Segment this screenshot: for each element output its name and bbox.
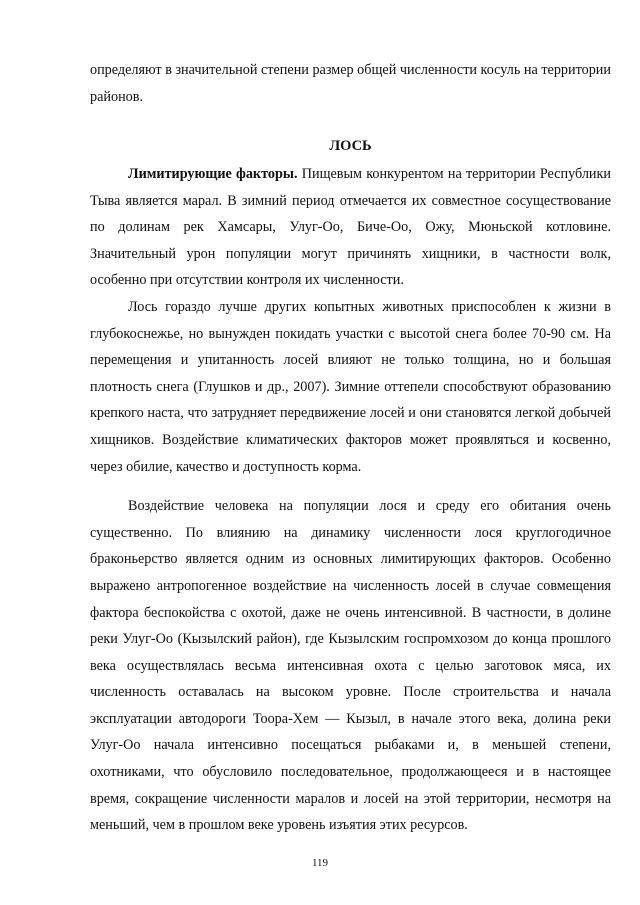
paragraph-text: Пищевым конкурентом на территории Республики Тыва является марал. В зимний период отмечается их совместное сосуществование по долинам рек Хамсары, Улуг-Оо, Биче-Оо, Ожу, Мюньской котловине. Значительный урон популяции могут причинять хищники, в частности волк, особенно при отсутствии контроля их численности. bbox=[90, 166, 612, 289]
paragraph-limiting-factors bbox=[90, 161, 611, 294]
paragraph-human-impact: Воздействие человека на популяции лося и среду его обитания очень существенно. По влиянию на динамику численности лося круглогодичное браконьерство является одним из основных лимитирующих факторов. Особенно выражено антропогенное воздействие на численность лосей в случае совмещения фактора беспокойства с охотой, даже не очень интенсивной. В частности, в долине реки Улуг-Оо (Кызылский район), где Кызылским госпромхозом до конца прошлого века осуществлялась весьма интенсивная охота с целью заготовок мяса, их численность оставалась на высоком уровне. После строительства и начала эксплуатации автодороги Тоора-Хем — Кызыл, в начале этого века, долина реки Улуг-Оо начала интенсивно посещаться рыбаками и, в меньшей степени, охотниками, что обусловило последовательное, продолжающееся и в настоящее время, сокращение численности маралов и лосей на этой территории, несмотря на меньший, чем в прошлом веке уровень изъятия этих ресурсов. bbox=[90, 498, 611, 834]
paragraph-lead-heading: Лимитирующие факторы. bbox=[128, 166, 298, 182]
intro-paragraph: определяют в значительной степени размер общей численности косуль на территории районов. bbox=[90, 62, 611, 105]
page-number: 119 bbox=[311, 857, 329, 869]
main-text-block bbox=[90, 161, 611, 839]
paragraph-spacer bbox=[90, 480, 611, 493]
intro-text-block bbox=[90, 57, 611, 110]
paragraph-snow-adaptation: Лось гораздо лучше других копытных животных приспособлен к жизни в глубокоснежье, но вынужден покидать участки с высотой снега более 70-90 см. На перемещения и упитанность лосей влияют не только толщина, но и большая плотность снега (Глушков и др., 2007). Зимние оттепели способствуют образованию крепкого наста, что затрудняет передвижение лосей и они становятся легкой добычей хищников. Воздействие климатических факторов может проявляться и косвенно, через обилие, качество и доступность корма. bbox=[90, 298, 611, 475]
section-heading: ЛОСЬ bbox=[329, 138, 372, 154]
